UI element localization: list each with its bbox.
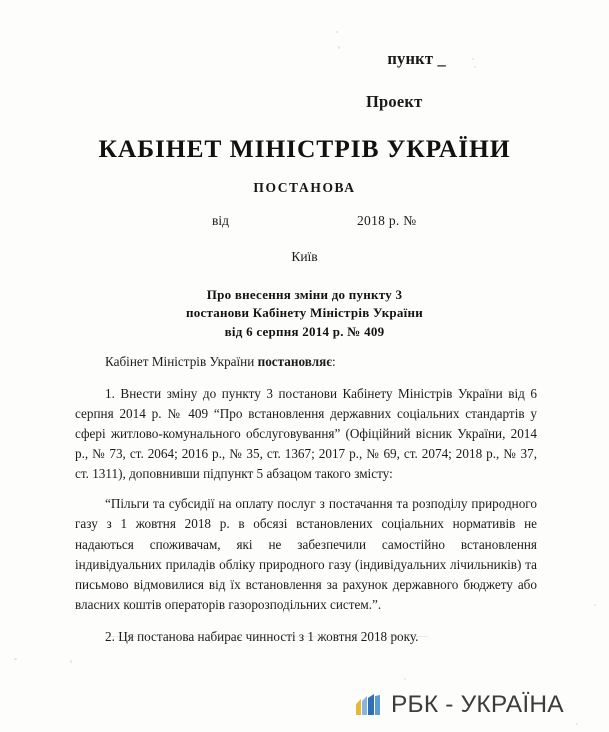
- subject-line-2: постанови Кабінету Міністрів України: [185, 305, 424, 321]
- document-body: [75, 352, 537, 657]
- body-paragraph-1: 1. Внести зміну до пункту 3 постанови Кабінету Міністрів України від 6 серпня 2014 р. № 409 “Про встановлення державних соціальних стандартів у сфері житлово-комунального обслуговування” (Офіційний вісник України, 2014 р., № 73, ст. 2064; 2016 р., № 35, ст. 1367; 2017 р., № 69, ст. 2074; 2018 р., № 37, ст. 1311), доповнивши підпункт 5 абзацом такого змісту:: [75, 386, 537, 482]
- subject-line-1: Про внесення зміни до пункту 3: [206, 287, 403, 302]
- body-intro-emphasis: постановляє: [257, 354, 332, 369]
- header-stamp-line-2: Проект: [366, 92, 423, 112]
- scan-speck: [474, 66, 476, 68]
- scan-speck: [576, 723, 578, 725]
- city-label: Київ: [291, 249, 318, 264]
- scan-speck: [14, 658, 17, 660]
- body-intro-text: Кабінет Міністрів України: [105, 354, 258, 369]
- body-intro-colon: :: [331, 354, 336, 369]
- body-paragraph-2: 2. Ця постанова набирає чинності з 1 жовтня 2018 року.: [105, 628, 419, 644]
- subject-line-3: від 6 серпня 2014 р. № 409: [224, 323, 385, 339]
- page-title: КАБІНЕТ МІНІСТРІВ УКРАЇНИ: [98, 134, 511, 163]
- scan-speck: [70, 660, 72, 663]
- date-from-label: від: [212, 213, 229, 228]
- watermark-rbc-ukraine: [356, 691, 564, 719]
- date-year-number: 2018 р. №: [357, 213, 417, 228]
- scan-speck: [404, 678, 406, 680]
- document-subject: [0, 286, 609, 341]
- scan-speck: [338, 46, 340, 49]
- watermark-label: РБК - УКРАЇНА: [391, 691, 564, 718]
- body-quoted-amendment: “Пільги та субсидії на оплату послуг з постачання та розподілу природного газу з 1 жовтня 2018 р. в обсязі встановлених соціальних нормативів не надаються споживачам, які не забезпечили самостійно встановлення індивідуальних приладів обліку природного газу (індивідуальних лічильників) та письмово відмовилися від їх встановлення за рахунок державного бюджету або власних коштів операторів газорозподільних систем.”.: [75, 496, 537, 612]
- document-kind: ПОСТАНОВА: [253, 180, 356, 195]
- rbc-bars-logo-icon: [356, 692, 382, 718]
- body-intro-paragraph: [75, 352, 537, 372]
- scan-speck: [336, 31, 338, 33]
- header-stamp-line-1: пункт _: [387, 48, 446, 68]
- scan-speck: [472, 58, 474, 60]
- scan-speck: [594, 604, 596, 606]
